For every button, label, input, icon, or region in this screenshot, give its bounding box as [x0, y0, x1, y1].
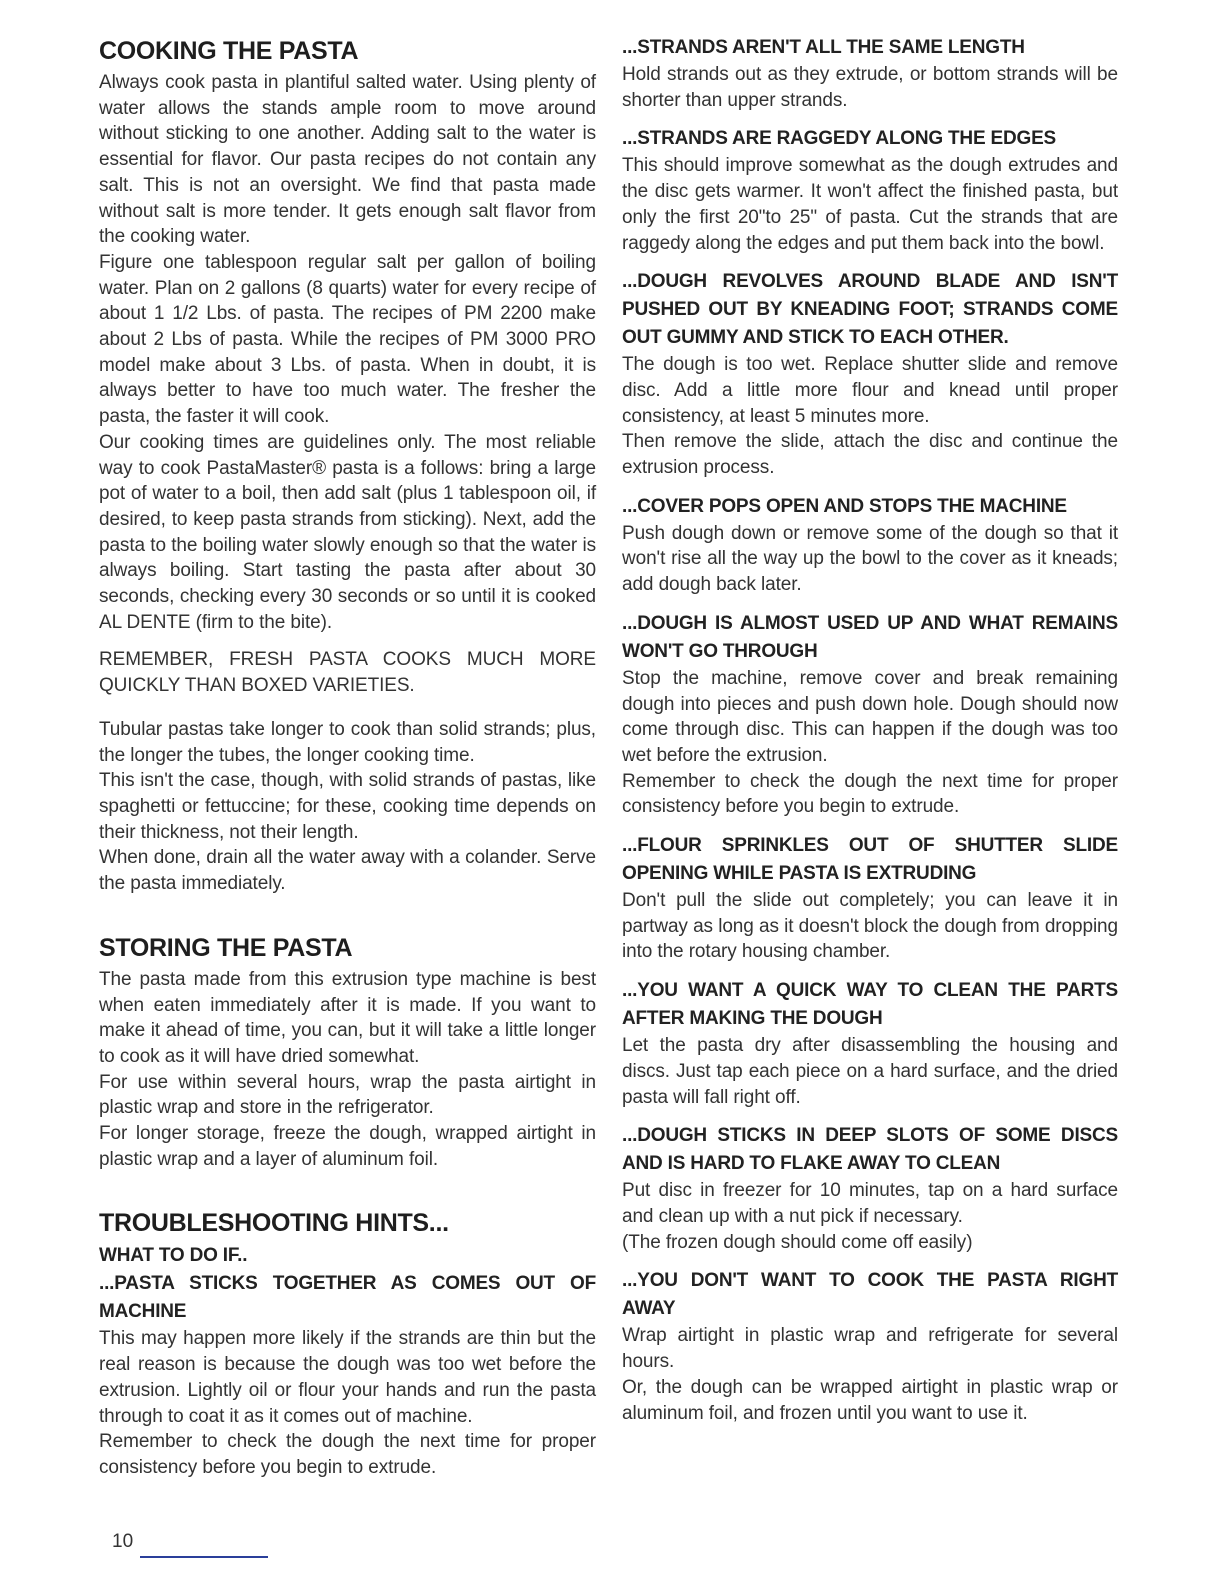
cooking-paragraph-2: Figure one tablespoon regular salt per gallon of boiling water. Plan on 2 gallons (8 quarts) water for every recipe of about 1 1/2 Lbs. of pasta. The recipes of PM 2200 make about 2 Lbs of pasta. While the recipes of PM 3000 PRO model make about 3 Lbs. of pasta. When in doubt, it is always better to have too much water. The fresher the pasta, the faster it will cook.	[99, 251, 596, 428]
page-number: 10	[112, 1531, 134, 1552]
deep-slots-paragraph-1: Put disc in freezer for 10 minutes, tap on a hard surface and clean up with a nut pick if necessary.	[622, 1180, 1118, 1227]
cook-later-paragraph-2: Or, the dough can be wrapped airtight in plastic wrap or aluminum foil, and frozen until you want to use it.	[622, 1376, 1118, 1424]
strands-raggedy-paragraph: This should improve somewhat as the dough extrudes and the disc gets warmer. It won't affect the finished pasta, but only the first 20"to 25" of pasta. Cut the strands that are raggedy along the edges and put them back into the bowl.	[622, 155, 1118, 254]
sticks-together-heading: ...PASTA STICKS TOGETHER AS COMES OUT OF MACHINE	[99, 1273, 596, 1323]
cook-later-paragraph-1: Wrap airtight in plastic wrap and refrigerate for several hours.	[622, 1325, 1118, 1373]
cooking-paragraph-4: Tubular pastas take longer to cook than solid strands; plus, the longer the tubes, the longer cooking time.	[99, 718, 596, 766]
dough-used-up-paragraph-1: Stop the machine, remove cover and break remaining dough into pieces and push down hole. Dough should now come through disc. This can happen if the dough was too wet before the extrusion.	[622, 667, 1118, 766]
troubleshooting-subtitle: WHAT TO DO IF..	[99, 1245, 248, 1267]
storing-paragraph-2: For use within several hours, wrap the pasta airtight in plastic wrap and store in the refrigerator.	[99, 1071, 596, 1119]
strands-length-paragraph: Hold strands out as they extrude, or bottom strands will be shorter than upper strands.	[622, 64, 1118, 111]
cover-pops-heading: ...COVER POPS OPEN AND STOPS THE MACHINE	[622, 495, 1067, 517]
dough-revolves-heading: ...DOUGH REVOLVES AROUND BLADE AND ISN'T PUSHED OUT BY KNEADING FOOT; STRANDS COME OUT GUMMY AND STICK TO EACH OTHER.	[622, 271, 1118, 349]
cook-later-heading: ...YOU DON'T WANT TO COOK THE PASTA RIGHT AWAY	[622, 1270, 1118, 1320]
cooking-paragraph-5: This isn't the case, though, with solid strands of pastas, like spaghetti or fettuccine; for these, cooking time depends on their thickness, not their length.	[99, 770, 596, 843]
cooking-paragraph-3: Our cooking times are guidelines only. The most reliable way to cook PastaMaster® pasta is a follows: bring a large pot of water to a boil, then add salt (plus 1 tablespoon oil, if desired, to keep pasta strands from sticking). Next, add the pasta to the boiling water slowly enough so that the water is always boiling. Start tasting the pasta after about 30 seconds, checking every 30 seconds or so until it is cooked AL DENTE (firm to the bite).	[99, 431, 596, 633]
flour-sprinkles-heading: ...FLOUR SPRINKLES OUT OF SHUTTER SLIDE OPENING WHILE PASTA IS EXTRUDING	[622, 835, 1118, 885]
dough-revolves-paragraph-2: Then remove the slide, attach the disc and continue the extrusion process.	[622, 431, 1118, 479]
storing-title: STORING THE PASTA	[99, 933, 353, 962]
dough-revolves-paragraph-1: The dough is too wet. Replace shutter slide and remove disc. Add a little more flour and knead until proper consistency, at least 5 minutes more.	[622, 354, 1118, 427]
cooking-title: COOKING THE PASTA	[99, 37, 359, 65]
sticks-together-paragraph-1: This may happen more likely if the strands are thin but the real reason is because the dough was too wet before the extrusion. Lightly oil or flour your hands and run the pasta through to coat it as it comes out of machine.	[99, 1328, 596, 1427]
storing-paragraph-3: For longer storage, freeze the dough, wrapped airtight in plastic wrap and a layer of aluminum foil.	[99, 1123, 596, 1170]
sticks-together-paragraph-2: Remember to check the dough the next time for proper consistency before you begin to extrude.	[99, 1431, 596, 1478]
strands-raggedy-heading: ...STRANDS ARE RAGGEDY ALONG THE EDGES	[622, 128, 1057, 150]
cooking-paragraph-6: When done, drain all the water away with a colander. Serve the pasta immediately.	[99, 847, 596, 895]
footer-rule	[140, 1556, 268, 1558]
deep-slots-paragraph-2: (The frozen dough should come off easily)	[622, 1231, 973, 1253]
cooking-paragraph-1: Always cook pasta in plantiful salted water. Using plenty of water allows the stands ample room to move around without sticking to one another. Adding salt to the water is essential for flavor. Our pasta recipes do not contain any salt. This is not an oversight. We find that pasta made without salt is more tender. It gets enough salt flavor from the cooking water.	[99, 72, 596, 248]
quick-clean-paragraph: Let the pasta dry after disassembling the housing and discs. Just tap each piece on a hard surface, and the dried pasta will fall right off.	[622, 1035, 1118, 1108]
right-column	[622, 34, 1118, 1426]
deep-slots-heading: ...DOUGH STICKS IN DEEP SLOTS OF SOME DISCS AND IS HARD TO FLAKE AWAY TO CLEAN	[622, 1125, 1118, 1175]
troubleshooting-title: TROUBLESHOOTING HINTS...	[99, 1209, 449, 1238]
strands-length-heading: ...STRANDS AREN'T ALL THE SAME LENGTH	[622, 37, 1025, 58]
flour-sprinkles-paragraph: Don't pull the slide out completely; you can leave it in partway as long as it doesn't block the dough from dropping into the rotary housing chamber.	[622, 890, 1118, 963]
storing-paragraph-1: The pasta made from this extrusion type machine is best when eaten immediately after it is made. If you want to make it ahead of time, you can, but it will take a little longer to cook as it will have dried somewhat.	[99, 968, 596, 1067]
dough-used-up-paragraph-2: Remember to check the dough the next time for proper consistency before you begin to extrude.	[622, 770, 1118, 818]
quick-clean-heading: ...YOU WANT A QUICK WAY TO CLEAN THE PARTS AFTER MAKING THE DOUGH	[622, 980, 1118, 1030]
left-column	[99, 34, 596, 1481]
cooking-remember-note: REMEMBER, FRESH PASTA COOKS MUCH MORE QUICKLY THAN BOXED VARIETIES.	[99, 649, 596, 697]
cover-pops-paragraph: Push dough down or remove some of the dough so that it won't rise all the way up the bowl to the cover as it kneads; add dough back later.	[622, 522, 1118, 596]
dough-used-up-heading: ...DOUGH IS ALMOST USED UP AND WHAT REMAINS WON'T GO THROUGH	[622, 612, 1118, 662]
